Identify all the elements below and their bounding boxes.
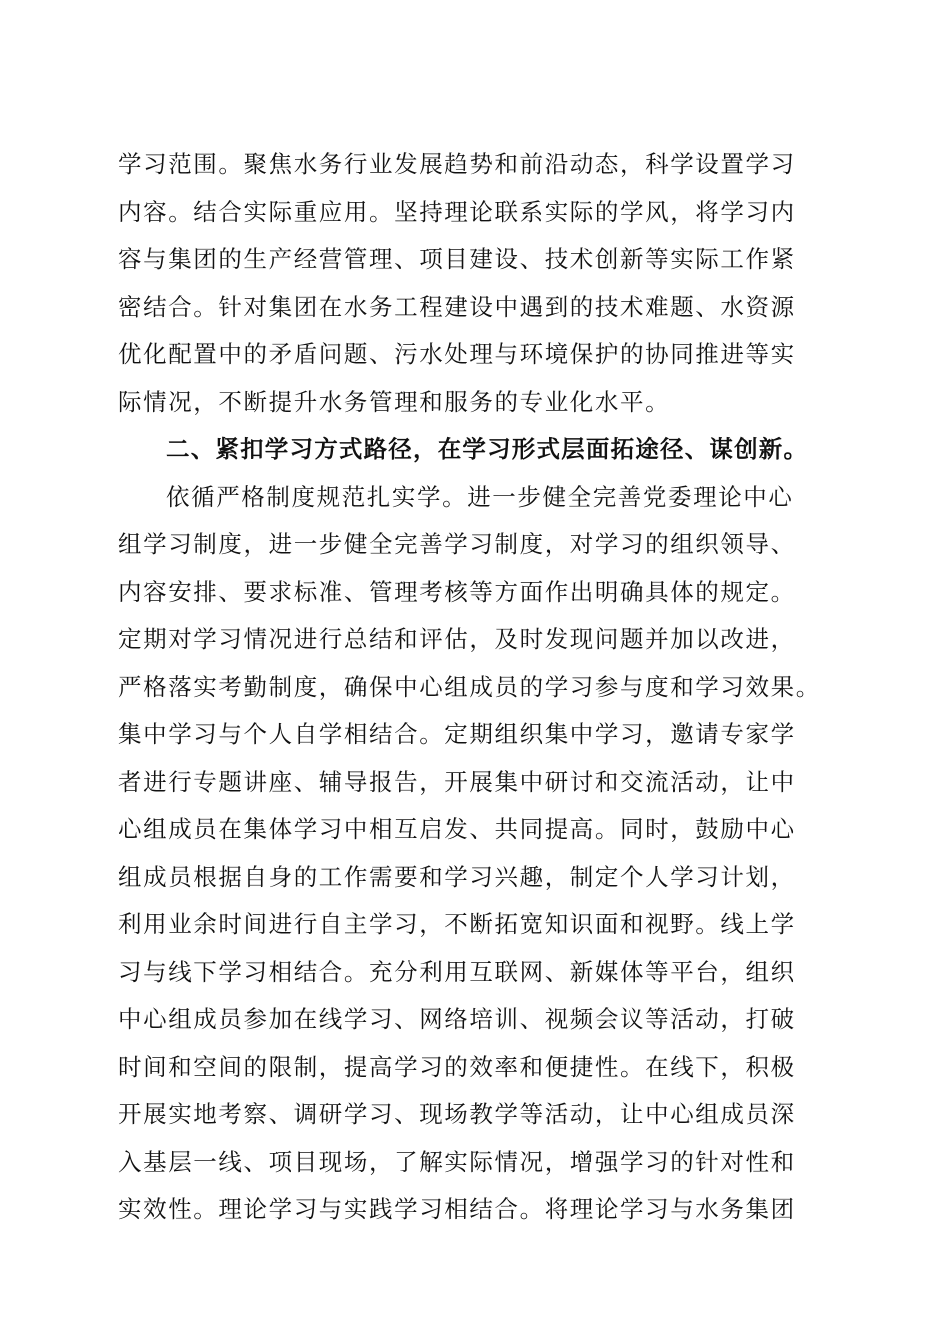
paragraph-line: 组成员根据自身的工作需要和学习兴趣，制定个人学习计划， xyxy=(118,862,796,891)
paragraph-line: 中心组成员参加在线学习、网络培训、视频会议等活动，打破 xyxy=(118,1005,796,1033)
paragraph-line: 入基层一线、项目现场，了解实际情况，增强学习的针对性和 xyxy=(118,1147,796,1176)
paragraph-line: 内容安排、要求标准、管理考核等方面作出明确具体的规定。 xyxy=(118,577,796,606)
paragraph-line: 定期对学习情况进行总结和评估，及时发现问题并加以改进， xyxy=(118,625,796,653)
section-heading: 二、紧扣学习方式路径，在学习形式层面拓途径、谋创新。 xyxy=(166,435,809,463)
paragraph-line: 容与集团的生产经营管理、项目建设、技术创新等实际工作紧 xyxy=(118,245,796,273)
paragraph-line: 组学习制度，进一步健全完善学习制度，对学习的组织领导、 xyxy=(118,530,796,558)
paragraph-line: 集中学习与个人自学相结合。定期组织集中学习，邀请专家学 xyxy=(118,720,796,748)
document-body xyxy=(118,141,830,1234)
paragraph-line: 开展实地考察、调研学习、现场教学等活动，让中心组成员深 xyxy=(118,1100,796,1128)
paragraph-line: 学习范围。聚焦水务行业发展趋势和前沿动态，科学设置学习 xyxy=(118,150,796,178)
paragraph-line: 密结合。针对集团在水务工程建设中遇到的技术难题、水资源 xyxy=(118,292,796,321)
paragraph-line: 心组成员在集体学习中相互启发、共同提高。同时，鼓励中心 xyxy=(118,815,796,843)
paragraph-line: 者进行专题讲座、辅导报告，开展集中研讨和交流活动，让中 xyxy=(118,767,796,796)
paragraph-line: 际情况，不断提升水务管理和服务的专业化水平。 xyxy=(118,387,671,416)
paragraph-line: 内容。结合实际重应用。坚持理论联系实际的学风，将学习内 xyxy=(118,197,796,226)
paragraph-line: 习与线下学习相结合。充分利用互联网、新媒体等平台，组织 xyxy=(118,957,796,986)
paragraph-line: 时间和空间的限制，提高学习的效率和便捷性。在线下，积极 xyxy=(118,1052,796,1081)
paragraph-line: 优化配置中的矛盾问题、污水处理与环境保护的协同推进等实 xyxy=(118,340,796,368)
paragraph-line: 严格落实考勤制度，确保中心组成员的学习参与度和学习效果。 xyxy=(118,672,821,701)
paragraph-first-line: 依循严格制度规范扎实学。进一步健全完善党委理论中心 xyxy=(166,482,794,511)
paragraph-line: 利用业余时间进行自主学习，不断拓宽知识面和视野。线上学 xyxy=(118,910,796,938)
paragraph-line: 实效性。理论学习与实践学习相结合。将理论学习与水务集团 xyxy=(118,1195,796,1223)
